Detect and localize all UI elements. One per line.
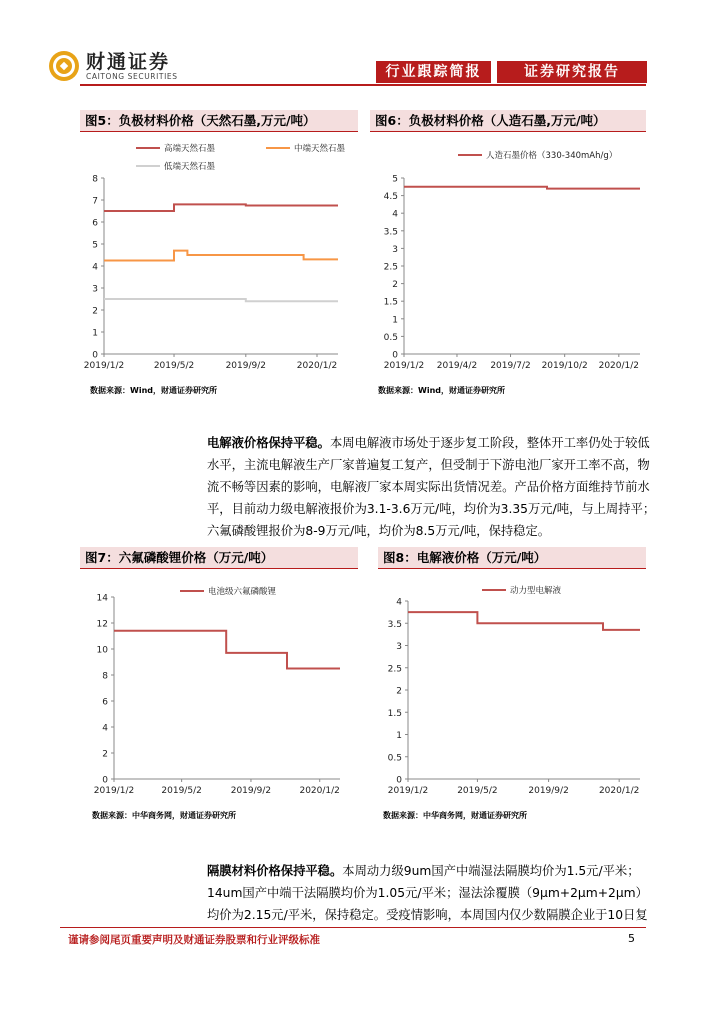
report-type-tag: 行业跟踪简报 <box>376 61 491 83</box>
series-line <box>104 299 338 301</box>
figure-5-source: 数据来源：Wind，财通证券研究所 <box>90 386 217 395</box>
figure-8-source: 数据来源：中华商务网，财通证券研究所 <box>383 811 527 820</box>
electrolyte-lead: 电解液价格保持平稳。 <box>207 436 330 450</box>
x-tick-label: 2019/9/2 <box>230 786 272 796</box>
legend-label: 人造石墨价格（330-340mAh/g） <box>486 151 618 161</box>
x-tick-label: 2019/4/2 <box>436 361 478 371</box>
separator-lead: 隔膜材料价格保持平稳。 <box>207 864 343 878</box>
y-tick-label: 3 <box>392 244 398 255</box>
legend-label: 低端天然石墨 <box>164 162 216 172</box>
x-tick-label: 2019/5/2 <box>161 786 202 796</box>
series-line <box>408 612 640 630</box>
y-tick-label: 1 <box>92 328 98 339</box>
page-number: 5 <box>628 932 635 945</box>
y-tick-label: 3 <box>92 284 98 295</box>
x-tick-label: 2019/1/2 <box>383 361 425 371</box>
electrolyte-body: 本周电解液市场处于逐步复工阶段，整体开工率仍处于较低水平，主流电解液生产厂家普遍复工复产，但受制于下游电池厂家开工率不高，物流不畅等因素的影响，电解液厂家本周实际出货情况差。产品价格方面维持节前水平，目前动力级电解液报价为3.1-3.6万元/吨，均价为3.35万元/吨，与上周持平；六氟磷酸锂报价为8-9万元/吨，均价为8.5万元/吨，保持稳定。 <box>207 436 656 538</box>
figure-5-title: 图5：负极材料价格（天然石墨,万元/吨） <box>80 110 358 132</box>
legend-label: 高端天然石墨 <box>164 144 216 154</box>
header-divider <box>80 84 646 86</box>
y-tick-label: 4 <box>392 209 398 220</box>
x-tick-label: 2019/9/2 <box>225 361 267 371</box>
x-tick-label: 2019/1/2 <box>83 361 125 371</box>
y-tick-label: 14 <box>96 593 108 604</box>
electrolyte-paragraph <box>207 432 657 542</box>
y-tick-label: 8 <box>102 671 108 682</box>
y-tick-label: 2.5 <box>383 262 398 273</box>
series-line <box>404 187 640 189</box>
figure-6-source: 数据来源：Wind，财通证券研究所 <box>378 386 505 395</box>
y-tick-label: 0 <box>92 350 98 361</box>
y-tick-label: 6 <box>92 218 98 229</box>
x-tick-label: 2019/5/2 <box>457 786 498 796</box>
series-line <box>114 631 340 669</box>
y-tick-label: 0 <box>396 775 402 786</box>
y-tick-label: 5 <box>392 174 398 185</box>
x-tick-label: 2020/1/2 <box>296 361 338 371</box>
y-tick-label: 8 <box>92 174 98 185</box>
x-tick-label: 2019/1/2 <box>387 786 429 796</box>
logo-coin-icon <box>48 50 80 82</box>
x-tick-label: 2019/10/2 <box>541 361 588 371</box>
y-tick-label: 0 <box>392 350 398 361</box>
y-tick-label: 4 <box>396 597 402 608</box>
logo-name-en: CAITONG SECURITIES <box>86 71 178 81</box>
figure-7-title: 图7：六氟磷酸锂价格（万元/吨） <box>80 547 358 569</box>
y-tick-label: 2 <box>92 306 98 317</box>
y-tick-label: 2.5 <box>387 664 402 675</box>
y-tick-label: 6 <box>102 697 108 708</box>
separator-body: 本周动力级9um国产中端湿法隔膜均价为1.5元/平米；14um国产中端干法隔膜均价为1.05元/平米；湿法涂覆膜（9μm+2μm+2μm）均价为2.15元/平米，保持稳定。受疫情影响，本周国内仅少数隔膜企业于10日复 <box>207 864 648 922</box>
logo-name-cn: 财通证券 <box>86 50 171 73</box>
figure-8-chart <box>378 573 648 805</box>
y-tick-label: 3.5 <box>383 227 398 238</box>
series-line <box>104 204 338 211</box>
y-tick-label: 4 <box>102 723 108 734</box>
y-tick-label: 3 <box>396 642 402 652</box>
y-tick-label: 1 <box>396 731 402 741</box>
figure-7-source: 数据来源：中华商务网，财通证券研究所 <box>92 811 236 820</box>
x-tick-label: 2020/1/2 <box>598 361 640 371</box>
y-tick-label: 12 <box>96 619 108 630</box>
x-tick-label: 2019/5/2 <box>153 361 195 371</box>
figure-6-chart <box>370 136 650 380</box>
y-tick-label: 7 <box>92 196 98 207</box>
legend-label: 中端天然石墨 <box>294 144 346 154</box>
figure-6-title: 图6：负极材料价格（人造石墨,万元/吨） <box>370 110 646 132</box>
report-category-tag: 证券研究报告 <box>497 61 647 83</box>
y-tick-label: 2 <box>396 686 402 697</box>
y-tick-label: 1.5 <box>383 297 398 308</box>
x-tick-label: 2019/9/2 <box>528 786 569 796</box>
separator-paragraph <box>207 860 657 926</box>
x-tick-label: 2020/1/2 <box>598 786 640 796</box>
company-logo <box>48 50 178 82</box>
figure-7-chart <box>80 573 360 805</box>
x-tick-label: 2020/1/2 <box>299 786 340 796</box>
y-tick-label: 2 <box>392 280 398 291</box>
footer-divider <box>60 927 646 928</box>
figure-5-chart <box>80 136 360 380</box>
y-tick-label: 5 <box>92 240 98 251</box>
y-tick-label: 2 <box>102 749 108 760</box>
y-tick-label: 4 <box>92 262 98 273</box>
y-tick-label: 1 <box>392 315 398 326</box>
figure-8-title: 图8：电解液价格（万元/吨） <box>378 547 646 569</box>
y-tick-label: 0 <box>102 775 108 786</box>
legend-label: 电池级六氟磷酸锂 <box>208 587 277 597</box>
legend-label: 动力型电解液 <box>510 586 562 596</box>
y-tick-label: 3.5 <box>387 619 402 630</box>
y-tick-label: 10 <box>96 645 108 656</box>
y-tick-label: 0.5 <box>387 753 402 764</box>
y-tick-label: 4.5 <box>383 192 398 203</box>
y-tick-label: 0.5 <box>383 332 398 343</box>
x-tick-label: 2019/7/2 <box>490 361 531 371</box>
footer-disclaimer: 谨请参阅尾页重要声明及财通证券股票和行业评级标准 <box>68 934 320 946</box>
y-tick-label: 1.5 <box>387 708 402 719</box>
x-tick-label: 2019/1/2 <box>93 786 135 796</box>
series-line <box>104 251 338 261</box>
